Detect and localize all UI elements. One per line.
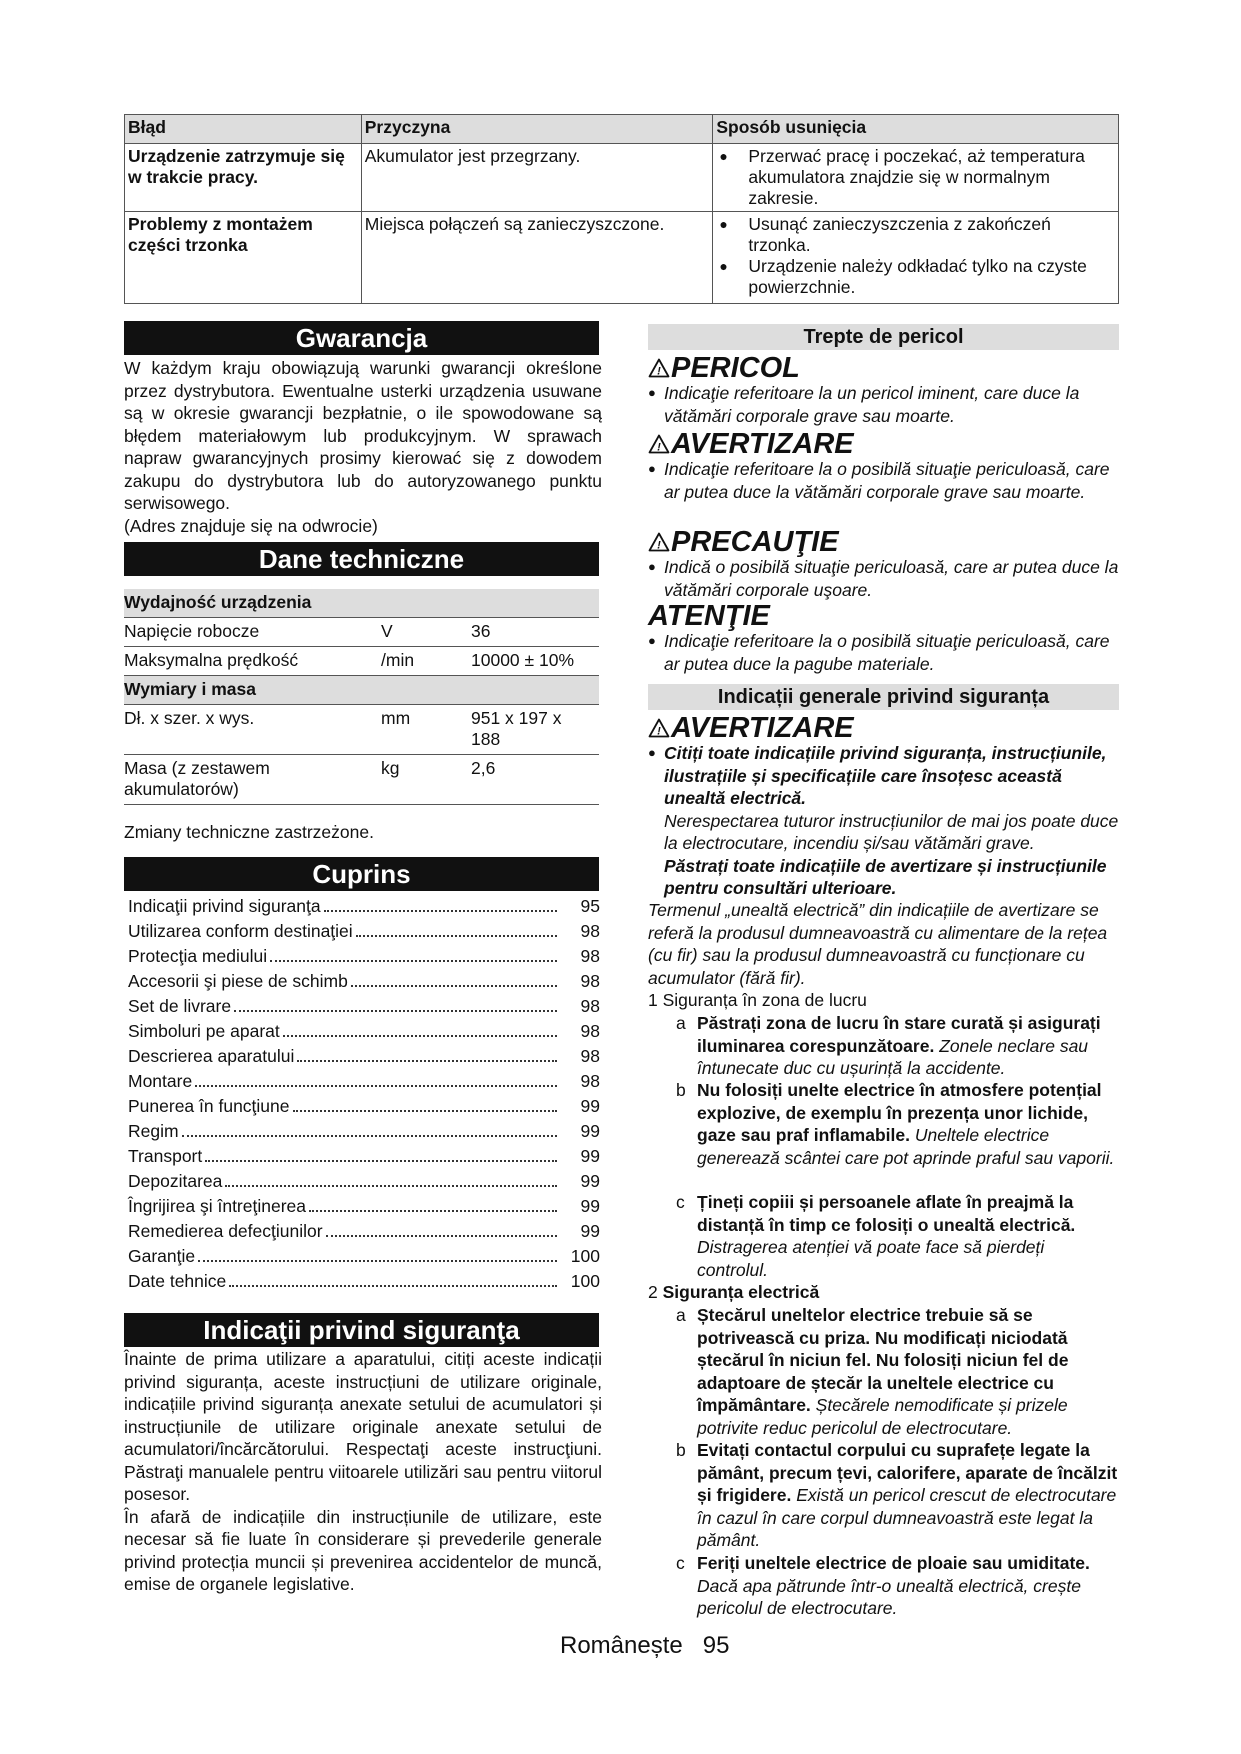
toc-title: Protecţia mediului: [128, 946, 268, 966]
spec-unit: kg: [381, 755, 471, 805]
spec-value: 36: [471, 618, 599, 647]
toc-entry[interactable]: [128, 1171, 600, 1196]
warranty-address-note: (Adres znajduje się na odwrocie): [124, 515, 378, 536]
toc-page: 99: [580, 1121, 600, 1141]
item-letter: c: [676, 1192, 685, 1212]
warning-triangle-icon: [648, 358, 670, 378]
spec-unit: V: [381, 618, 471, 647]
toc-title: Utilizarea conform destinaţiei: [128, 921, 353, 941]
toc-page: 98: [580, 921, 600, 941]
remedy-item: ● Przerwać pracę i poczekać, aż temperatura akumulatora znajdzie się w normalnym zakresie.: [716, 146, 1115, 209]
section-electrical-safety: [648, 1281, 1119, 1304]
table-row: [124, 755, 599, 805]
section-work-area: 1 Siguranța în zona de lucru: [648, 990, 867, 1010]
toc-title: Set de livrare: [128, 996, 232, 1016]
cause-cell: Miejsca połączeń są zanieczyszczone.: [361, 212, 713, 304]
safety-item: [648, 1191, 1119, 1281]
item-explanation: Distragerea atenției vă poate face să pierdeți controlul.: [697, 1237, 1045, 1280]
toc-page: 99: [580, 1196, 600, 1216]
toc-page: 98: [580, 971, 600, 991]
item-letter: b: [676, 1080, 686, 1100]
toc-title: Depozitarea: [128, 1171, 223, 1191]
toc-entry[interactable]: [128, 996, 600, 1021]
toc-entry[interactable]: [128, 1071, 600, 1096]
toc-page: 95: [580, 896, 600, 916]
item-letter: a: [676, 1305, 686, 1325]
safety-intro-paragraph: Înainte de prima utilizare a aparatului, citiți aceste indicații privind siguranța, aceste instrucțiuni de utilizare originale, indicațiile privind siguranța anexate setului de acumulatori și instrucțiunile de utilizare originale anexate setului de acumulatori/încărcătorului. Respectaţi aceste instrucţiuni. Păstraţi manualele pentru viitoarele utilizări sau pentru viitorul posesor.: [124, 1349, 602, 1504]
spec-unit: /min: [381, 647, 471, 676]
toc-page: 98: [580, 1071, 600, 1091]
spec-name: Dł. x szer. x wys.: [124, 705, 381, 755]
toc-heading: Cuprins: [124, 857, 599, 891]
warranty-heading: Gwarancja: [124, 321, 599, 355]
toc-title: Indicaţii privind siguranţa: [128, 896, 321, 916]
table-of-contents: [128, 896, 600, 1296]
toc-page: 98: [580, 1046, 600, 1066]
toc-entry[interactable]: [128, 1246, 600, 1271]
spec-value: 951 x 197 x 188: [471, 705, 599, 755]
toc-entry[interactable]: [128, 971, 600, 996]
spec-name: Napięcie robocze: [124, 618, 381, 647]
svg-text:!: !: [657, 725, 661, 738]
toc-entry[interactable]: [128, 921, 600, 946]
toc-entry[interactable]: [128, 1271, 600, 1296]
toc-title: Îngrijirea şi întreţinerea: [128, 1196, 306, 1216]
section-title: Siguranța electrică: [662, 1282, 820, 1302]
item-letter: a: [676, 1013, 686, 1033]
toc-entry[interactable]: [128, 1121, 600, 1146]
safety-item: [648, 1079, 1119, 1169]
general-warning-signal: [648, 712, 854, 744]
signal-description: Indicaţie referitoare la o posibilă situaţie periculoasă, care ar putea duce la vătămări corporale grave sau moarte.: [664, 459, 1110, 502]
item-instruction: Ștecărul uneltelor electrice trebuie să se potrivească cu priza. Nu modificați niciodată ștecărul în niciun fel. Nu folosiți niciun fel de adaptoare de ștecăr la uneltele electrice cu împământare.: [697, 1305, 1069, 1415]
signal-description: Indicaţie referitoare la o posibilă situaţie periculoasă, care ar putea duce la pagube materiale.: [664, 631, 1110, 674]
remedy-cell: [713, 212, 1119, 304]
spec-name: Maksymalna prędkość: [124, 647, 381, 676]
toc-title: Remedierea defecţiunilor: [128, 1221, 323, 1241]
pericol-signal: [648, 352, 800, 384]
toc-entry[interactable]: [128, 896, 600, 921]
signal-word: PRECAUŢIE: [671, 526, 839, 558]
warning-triangle-icon: [648, 434, 670, 454]
table-row: [124, 705, 599, 755]
precautie-description: ● Indică o posibilă situaţie periculoasă, care ar putea duce la vătămări corporale uşoare.: [648, 557, 1119, 600]
signal-word: AVERTIZARE: [671, 428, 854, 460]
toc-title: Regim: [128, 1121, 179, 1141]
toc-title: Punerea în funcţiune: [128, 1096, 290, 1116]
avertizare-description: ● Indicaţie referitoare la o posibilă situaţie periculoasă, care ar putea duce la vătămări corporale grave sau moarte.: [648, 458, 1119, 503]
column-header: Błąd: [125, 115, 362, 144]
toc-title: Accesorii şi piese de schimb: [128, 971, 348, 991]
safety-heading: Indicaţii privind siguranţa: [124, 1313, 599, 1347]
tech-data-table: [124, 589, 599, 805]
toc-page: 99: [580, 1096, 600, 1116]
avertizare-signal: [648, 428, 854, 460]
signal-description: Indică o posibilă situaţie periculoasă, care ar putea duce la vătămări corporale uşoare.: [664, 557, 1119, 600]
remedy-cell: [713, 144, 1119, 212]
footer-language: Românește: [560, 1632, 683, 1659]
warning-triangle-icon: [648, 718, 670, 738]
pericol-description: ● Indicaţie referitoare la un pericol iminent, care duce la vătămări corporale grave sau moarte.: [648, 382, 1119, 427]
safety-item: [648, 1439, 1119, 1552]
table-group-row: [124, 589, 599, 618]
toc-entry[interactable]: [128, 1046, 600, 1071]
item-explanation: Uneltele electrice generează scântei care pot aprinde praful sau vaporii.: [697, 1125, 1115, 1168]
item-explanation: Dacă apa pătrunde într-o unealtă electrică, crește pericolul de electrocutare.: [697, 1575, 1081, 1618]
spec-name: Masa (z zestawem akumulatorów): [124, 755, 381, 805]
toc-title: Descrierea aparatului: [128, 1046, 295, 1066]
toc-page: 100: [570, 1271, 600, 1291]
svg-text:!: !: [657, 539, 661, 552]
nonobservance-text: Nerespectarea tuturor instrucțiunilor de mai jos poate duce la electrocutare, incendiu și/sau vătămări grave.: [664, 810, 1119, 853]
toc-title: Date tehnice: [128, 1271, 227, 1291]
table-row: [125, 212, 1119, 304]
remedy-item: ● Usunąć zanieczyszczenia z zakończeń trzonka.: [716, 214, 1115, 256]
signal-word: AVERTIZARE: [671, 712, 854, 744]
toc-entry[interactable]: [128, 1021, 600, 1046]
table-row: [124, 618, 599, 647]
error-cell: Problemy z montażem części trzonka: [125, 212, 362, 304]
troubleshooting-table: [124, 114, 1119, 304]
read-all-instruction: Citiți toate indicațiile privind siguranța, instrucțiunile, ilustrațiile și specificațiile care însoțesc această unealtă electrică.: [664, 743, 1107, 808]
group-label: Wydajność urządzenia: [124, 589, 599, 618]
remedy-item: ● Urządzenie należy odkładać tylko na czyste powierzchnie.: [716, 256, 1115, 298]
safety-item: [648, 1552, 1119, 1620]
page-footer: [560, 1632, 729, 1660]
toc-entry[interactable]: [128, 1221, 600, 1246]
toc-entry[interactable]: [128, 1196, 600, 1221]
group-label: Wymiary i masa: [124, 676, 599, 705]
item-instruction: Țineți copiii și persoanele aflate în preajmă la distanță în timp ce folosiți o unealtă electrică.: [697, 1192, 1076, 1235]
item-instruction: Nu folosiți unelte electrice în atmosfere potențial explozive, de exemplu în prezența unor lichide, gaze sau praf inflamabile.: [697, 1080, 1102, 1145]
atentie-description: ● Indicaţie referitoare la o posibilă situaţie periculoasă, care ar putea duce la pagube materiale.: [648, 630, 1119, 675]
toc-page: 98: [580, 1021, 600, 1041]
spec-value: 2,6: [471, 755, 599, 805]
toc-entry[interactable]: [128, 946, 600, 971]
column-header: Sposób usunięcia: [713, 115, 1119, 144]
toc-page: 99: [580, 1221, 600, 1241]
item-instruction: Evitați contactul corpului cu suprafețe legate la pământ, precum țevi, calorifere, aparate de încălzit și frigidere.: [697, 1440, 1118, 1505]
toc-page: 98: [580, 946, 600, 966]
page-number: 95: [702, 1632, 730, 1659]
precautie-signal: [648, 526, 839, 558]
warranty-text: [124, 357, 602, 537]
svg-text:!: !: [657, 365, 661, 378]
cause-cell: Akumulator jest przegrzany.: [361, 144, 713, 212]
toc-entry[interactable]: [128, 1096, 600, 1121]
toc-title: Montare: [128, 1071, 193, 1091]
table-row: [125, 144, 1119, 212]
signal-word: ATENŢIE: [648, 600, 770, 632]
tech-note: Zmiany techniczne zastrzeżone.: [124, 822, 374, 842]
toc-title: Simboluri pe aparat: [128, 1021, 280, 1041]
table-group-row: [124, 676, 599, 705]
error-cell: Urządzenie zatrzymuje się w trakcie pracy.: [125, 144, 362, 212]
toc-page: 98: [580, 996, 600, 1016]
item-instruction: Păstrați zona de lucru în stare curată și asigurați iluminarea corespunzătoare.: [697, 1013, 1101, 1056]
general-safety-heading: Indicații generale privind siguranța: [648, 684, 1119, 710]
danger-levels-heading: Trepte de pericol: [648, 324, 1119, 350]
toc-title: Garanţie: [128, 1246, 196, 1266]
item-explanation: Există un pericol crescut de electrocutare în cazul în care corpul dumneavoastră este legat la pământ.: [697, 1485, 1117, 1550]
table-header-row: [125, 115, 1119, 144]
safety-item: [648, 1012, 1119, 1080]
general-warning-block: ● Citiți toate indicațiile privind siguranța, instrucțiunile, ilustrațiile și specificațiile care însoțesc această unealtă electrică. Nerespectarea tuturor instrucțiunilor de mai jos poate duce la electrocutare, incendiu și/sau vătămări grave. Păstrați toate indicațiile de avertizare și instrucțiunile pentru consultări ulterioare.: [648, 743, 1119, 898]
item-explanation: Ștecărele nemodificate și prizele potrivite reduc pericolul de electrocutare.: [697, 1395, 1068, 1438]
warranty-paragraph: W każdym kraju obowiązują warunki gwarancji określone przez dystrybutora. Ewentualne usterki urządzenia usuwane są w okresie gwarancji bezpłatnie, o ile spowodowane są błędem materiałowym lub produkcyjnym. W sprawach napraw gwarancyjnych prosimy kierować się z dowodem zakupu do dystrybutora lub do autoryzowanego punktu serwisowego.: [124, 358, 602, 513]
section-number: 2: [648, 1282, 658, 1302]
toc-page: 99: [580, 1146, 600, 1166]
item-instruction: Feriți uneltele electrice de ploaie sau umiditate.: [697, 1553, 1090, 1573]
safety-intro-text: [124, 1348, 602, 1596]
column-header: Przyczyna: [361, 115, 713, 144]
signal-word: PERICOL: [671, 352, 800, 384]
item-explanation: Zonele neclare sau întunecate duc cu ușurință la accidente.: [697, 1035, 1089, 1078]
keep-instructions-text: Păstrați toate indicațiile de avertizare și instrucțiunile pentru consultări ulterioare.: [664, 855, 1107, 898]
atentie-signal: [648, 600, 770, 632]
item-letter: c: [676, 1553, 685, 1573]
toc-entry[interactable]: [128, 1146, 600, 1171]
warning-triangle-icon: [648, 532, 670, 552]
toc-page: 100: [570, 1246, 600, 1266]
spec-value: 10000 ± 10%: [471, 647, 599, 676]
signal-description: Indicaţie referitoare la un pericol iminent, care duce la vătămări corporale grave sau moarte.: [664, 383, 1080, 426]
item-letter: b: [676, 1440, 686, 1460]
toc-title: Transport: [128, 1146, 203, 1166]
table-row: [124, 647, 599, 676]
tech-data-heading: Dane techniczne: [124, 542, 599, 576]
safety-item: [648, 1304, 1119, 1439]
safety-intro-paragraph: În afară de indicațiile din instrucțiunile de utilizare, este necesar să fie luate în considerare și prevederile generale privind protecția muncii și prevenirea accidentelor de muncă, emise de organele legislative.: [124, 1506, 602, 1594]
svg-text:!: !: [657, 441, 661, 454]
power-tool-term: Termenul „unealtă electrică” din indicațiile de avertizare se referă la produsul dumneavoastră cu alimentare de la rețea (cu fir) sau la produsul dumneavoastră cu funcționare cu acumulator (fără fir).: [648, 900, 1108, 988]
toc-page: 99: [580, 1171, 600, 1191]
spec-unit: mm: [381, 705, 471, 755]
